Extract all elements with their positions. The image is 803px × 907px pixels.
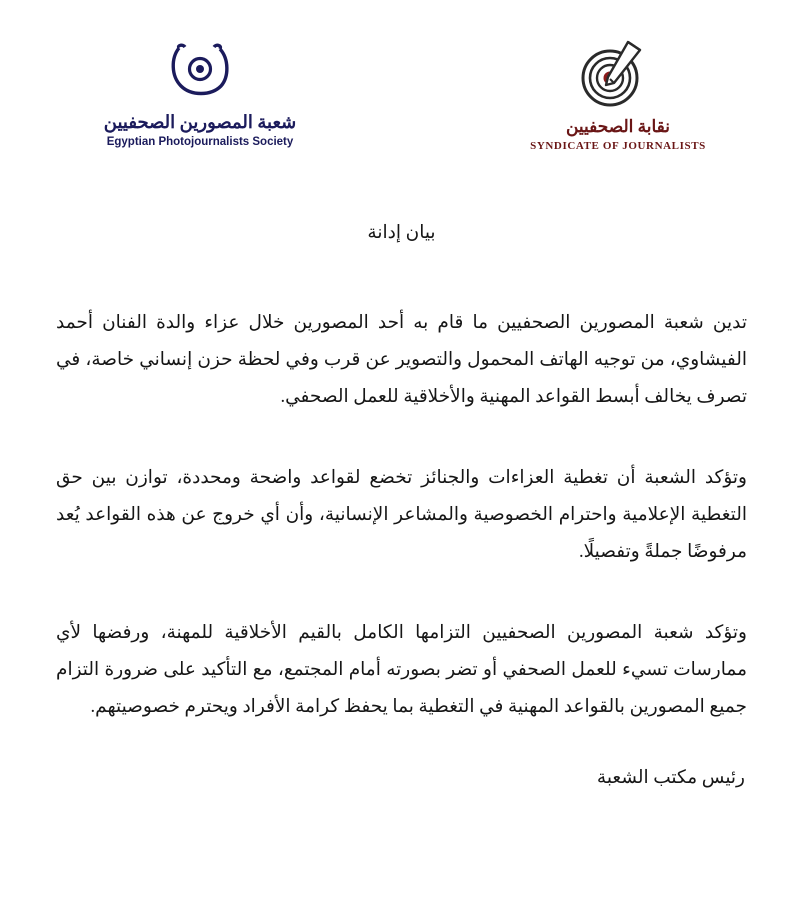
signature-line: رئيس مكتب الشعبة	[596, 768, 745, 788]
paragraph-2: وتؤكد الشعبة أن تغطية العزاءات والجنائز تخضع لقواعد واضحة ومحددة، توازن بين حق التغطية الإعلامية واحترام الخصوصية والمشاعر الإنسانية، وأن أي خروج عن هذه القواعد يُعد مرفوضًا جملةً وتفصيلًا.	[56, 468, 747, 562]
paragraph-3: وتؤكد شعبة المصورين الصحفيين التزامها الكامل بالقيم الأخلاقية للمهنة، ورفضها لأي ممارسات تسيء للعمل الصحفي أو تضر بصورته أمام المجتمع، مع التأكيد على ضرورة التزام جميع المصورين بالقواعد المهنية في التغطية بما يحفظ كرامة الأفراد ويحترم خصوصيتهم.	[56, 623, 747, 717]
page-title: بيان إدانة	[367, 223, 436, 243]
syndicate-name-english: SYNDICATE OF JOURNALISTS	[530, 139, 706, 152]
eps-logo-block	[75, 42, 325, 148]
syndicate-target-pen-logo-icon	[570, 38, 666, 112]
document-body	[56, 305, 747, 797]
eps-name-english: Egyptian Photojournalists Society	[106, 135, 294, 148]
eps-name-arabic: شعبة المصورين الصحفيين	[103, 112, 297, 132]
document-header	[0, 0, 803, 180]
syndicate-name-arabic: نقابة الصحفيين	[565, 117, 671, 136]
syndicate-logo-block	[503, 38, 733, 152]
eps-spiral-logo-icon	[167, 42, 233, 98]
paragraph-1: تدين شعبة المصورين الصحفيين ما قام به أحد المصورين خلال عزاء والدة الفنان أحمد الفيشاوي، من توجيه الهاتف المحمول والتصوير عن قرب وفي لحظة حزن إنساني خاصة، في تصرف يخالف أبسط القواعد المهنية والأخلاقية للعمل الصحفي.	[56, 313, 747, 407]
